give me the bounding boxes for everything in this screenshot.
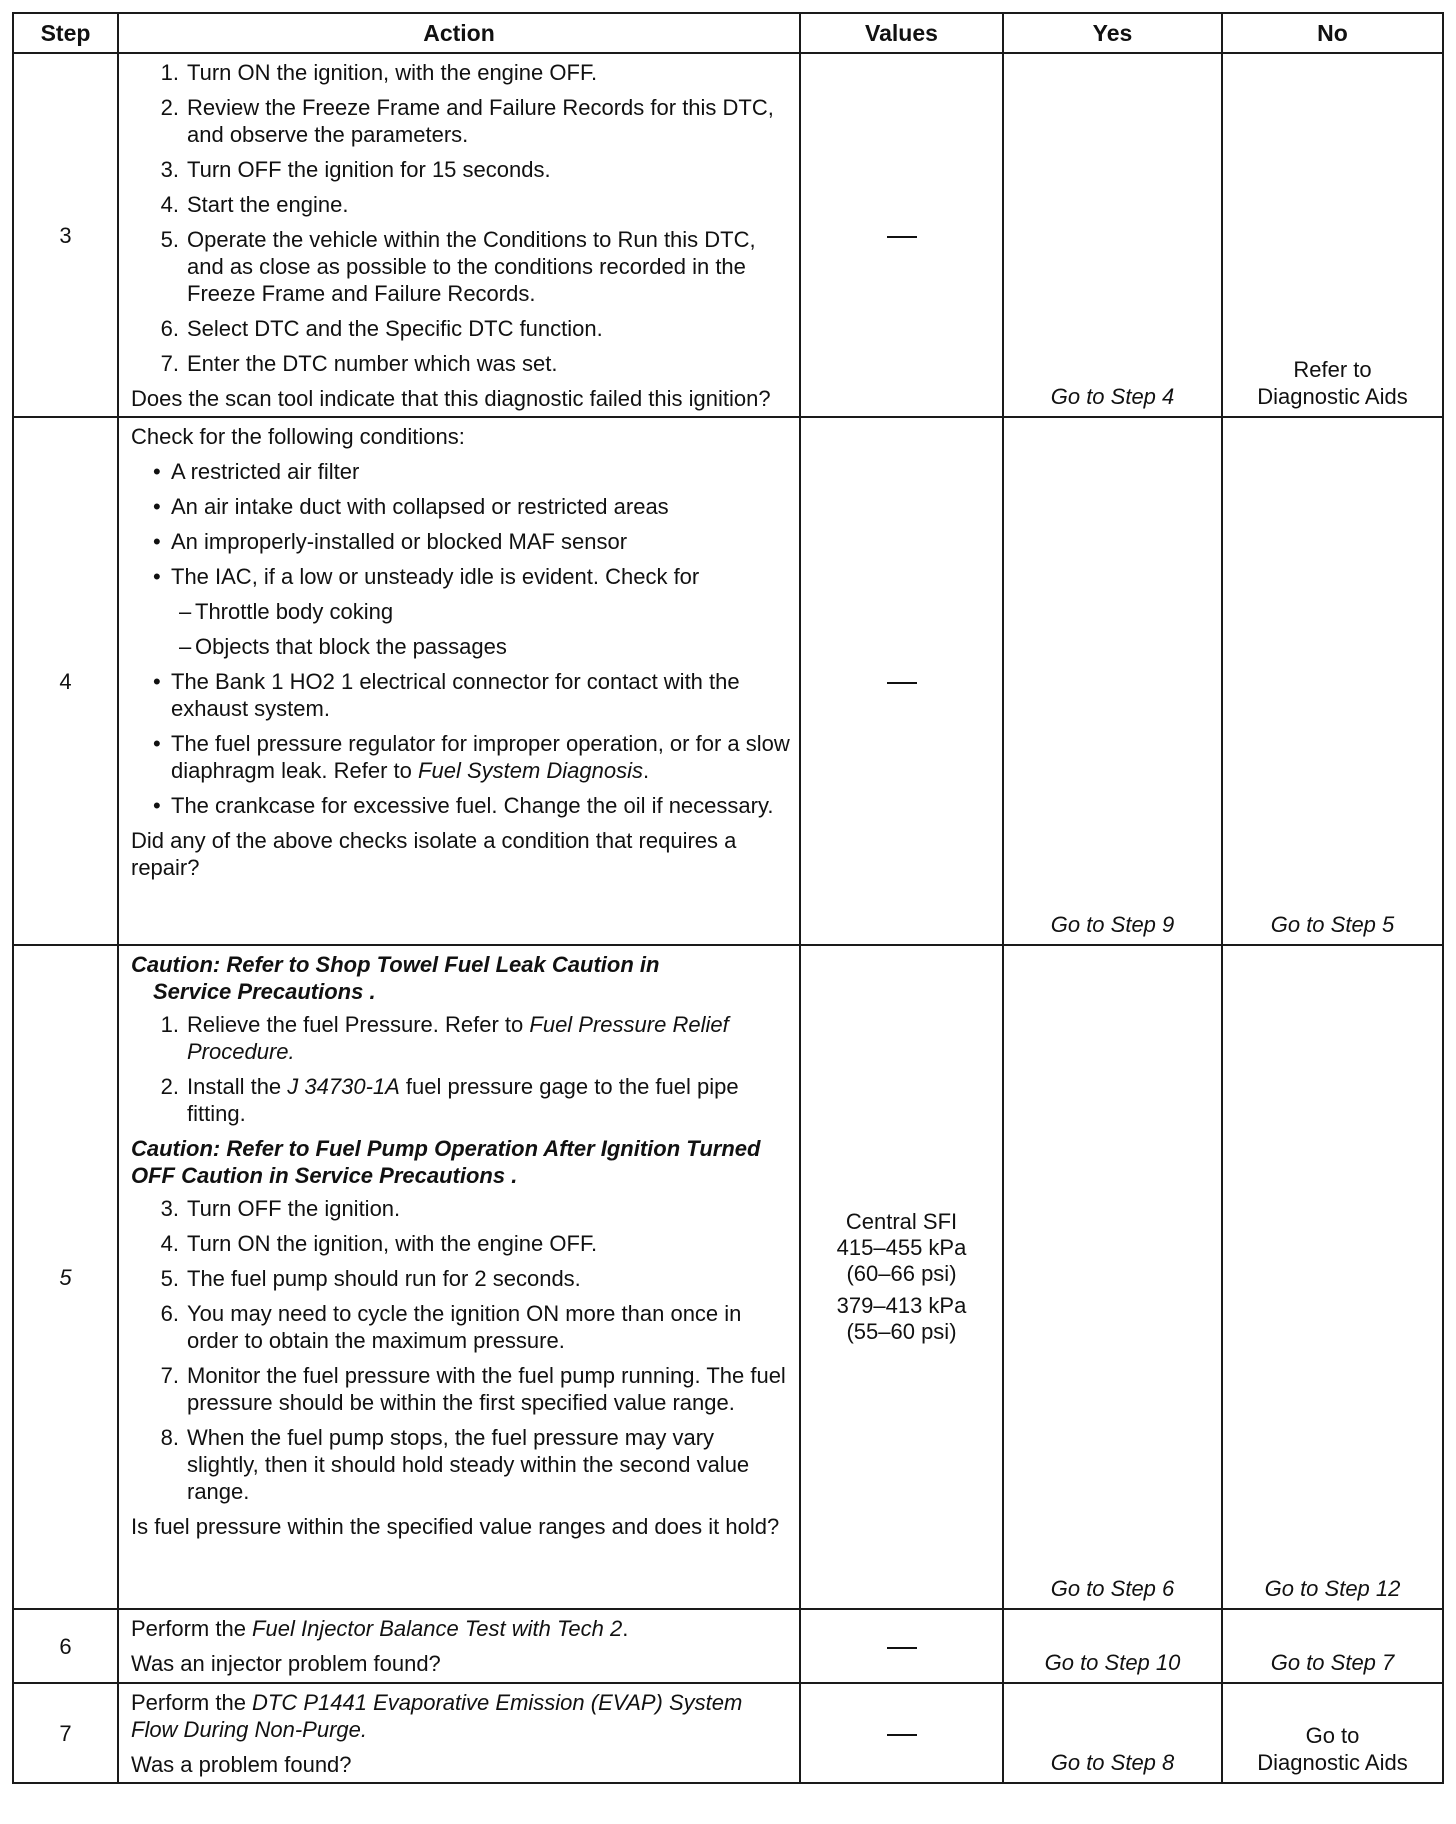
header-action: Action	[118, 13, 800, 53]
action-cell	[118, 1609, 800, 1683]
list-item: 5. Operate the vehicle within the Conditions to Run this DTC, and as close as possible to the conditions recorded in the Freeze Frame and Failure Records.	[160, 227, 756, 306]
list-item: 3. Turn OFF the ignition for 15 seconds.	[160, 157, 551, 182]
no-cell	[1222, 53, 1443, 417]
list-item: 2. Install the J 34730-1A fuel pressure gage to the fuel pipe fitting.	[160, 1074, 739, 1126]
list-item: 8. When the fuel pump stops, the fuel pressure may vary slightly, then it should hold steady within the second value range.	[160, 1425, 750, 1504]
list-item: 6. Select DTC and the Specific DTC function.	[160, 316, 603, 341]
sub-list-item: – Throttle body coking	[179, 599, 394, 624]
header-yes: Yes	[1003, 13, 1222, 53]
list-item: 1. Turn ON the ignition, with the engine OFF.	[160, 60, 598, 85]
step-number: 6	[13, 1609, 118, 1683]
no-line-2: Diagnostic Aids	[1257, 1750, 1408, 1775]
list-item: • The crankcase for excessive fuel. Change the oil if necessary.	[153, 793, 774, 818]
question: Does the scan tool indicate that this diagnostic failed this ignition?	[131, 386, 771, 411]
no-cell	[1222, 417, 1443, 945]
action-cell	[118, 1683, 800, 1783]
question: Was an injector problem found?	[131, 1651, 441, 1676]
value-range-2-psi: (55–60 psi)	[846, 1319, 957, 1344]
header-values: Values	[800, 13, 1003, 53]
dash	[887, 236, 917, 238]
action-cell	[118, 945, 800, 1609]
list-item: 2. Review the Freeze Frame and Failure Records for this DTC, and observe the parameters.	[160, 95, 774, 147]
yes-cell	[1003, 53, 1222, 417]
yes-goto: Go to Step 8	[1050, 1750, 1175, 1775]
no-goto: Go to Step 5	[1270, 912, 1395, 937]
list-item: 4. Start the engine.	[160, 192, 349, 217]
values-cell	[800, 417, 1003, 945]
yes-goto: Go to Step 9	[1050, 912, 1175, 937]
yes-cell	[1003, 1609, 1222, 1683]
list-item: 4. Turn ON the ignition, with the engine OFF.	[160, 1231, 598, 1256]
step-number: 4	[13, 417, 118, 945]
yes-cell	[1003, 417, 1222, 945]
yes-goto: Go to Step 6	[1050, 1576, 1175, 1601]
caution-note: Caution: Refer to Shop Towel Fuel Leak Caution in Service Precautions .	[131, 952, 660, 1004]
value-range-1: 415–455 kPa	[836, 1235, 967, 1260]
values-cell	[800, 945, 1003, 1609]
yes-cell	[1003, 945, 1222, 1609]
question: Was a problem found?	[131, 1752, 352, 1777]
table-row-step-7	[13, 1683, 1443, 1783]
list-item: • The fuel pressure regulator for improper operation, or for a slow diaphragm leak. Refer to Fuel System Diagnosis.	[153, 731, 790, 783]
action-text: Perform the Fuel Injector Balance Test with Tech 2.	[131, 1616, 629, 1641]
no-line-2: Diagnostic Aids	[1257, 384, 1408, 409]
value-range-2: 379–413 kPa	[836, 1293, 967, 1318]
dash	[887, 1647, 917, 1649]
intro-text: Check for the following conditions:	[131, 424, 465, 449]
yes-cell	[1003, 1683, 1222, 1783]
no-line-1: Go to	[1305, 1723, 1360, 1748]
action-text: Perform the DTC P1441 Evaporative Emission (EVAP) System Flow During Non-Purge.	[131, 1690, 743, 1742]
list-item: 6. You may need to cycle the ignition ON more than once in order to obtain the maximum pressure.	[160, 1301, 742, 1353]
list-item: • The IAC, if a low or unsteady idle is evident. Check for	[153, 564, 700, 589]
no-cell	[1222, 945, 1443, 1609]
no-goto: Go to Step 12	[1264, 1576, 1401, 1601]
no-goto: Go to Step 7	[1270, 1650, 1395, 1675]
list-item: 1. Relieve the fuel Pressure. Refer to Fuel Pressure Relief Procedure.	[160, 1012, 729, 1064]
caution-note: Caution: Refer to Fuel Pump Operation After Ignition Turned OFF Caution in Service Precautions .	[131, 1136, 761, 1188]
value-range-1-psi: (60–66 psi)	[846, 1261, 957, 1286]
yes-goto: Go to Step 10	[1044, 1650, 1181, 1675]
values-cell	[800, 1609, 1003, 1683]
list-item: 3. Turn OFF the ignition.	[160, 1196, 401, 1221]
diagnostic-table	[12, 12, 1444, 1784]
action-cell	[118, 53, 800, 417]
action-cell	[118, 417, 800, 945]
table-row-step-6	[13, 1609, 1443, 1683]
table-row-step-3	[13, 53, 1443, 417]
step-number: 7	[13, 1683, 118, 1783]
list-item: • A restricted air filter	[153, 459, 360, 484]
dash	[887, 682, 917, 684]
question: Is fuel pressure within the specified value ranges and does it hold?	[131, 1514, 780, 1539]
question: Did any of the above checks isolate a condition that requires a repair?	[131, 828, 737, 880]
table-row-step-4	[13, 417, 1443, 945]
values-cell	[800, 53, 1003, 417]
sub-list-item: – Objects that block the passages	[179, 634, 507, 659]
list-item: 7. Monitor the fuel pressure with the fuel pump running. The fuel pressure should be within the first specified value range.	[160, 1363, 786, 1415]
dash	[887, 1734, 917, 1736]
no-cell	[1222, 1683, 1443, 1783]
header-row	[13, 13, 1443, 53]
list-item: • An improperly-installed or blocked MAF sensor	[153, 529, 628, 554]
no-line-1: Refer to	[1293, 357, 1372, 382]
yes-goto: Go to Step 4	[1050, 384, 1175, 409]
step-number: 3	[13, 53, 118, 417]
list-item: 5. The fuel pump should run for 2 seconds.	[160, 1266, 581, 1291]
header-step: Step	[13, 13, 118, 53]
no-cell	[1222, 1609, 1443, 1683]
value-label: Central SFI	[845, 1209, 958, 1234]
values-cell	[800, 1683, 1003, 1783]
step-number: 5	[13, 945, 118, 1609]
list-item: • An air intake duct with collapsed or restricted areas	[153, 494, 669, 519]
table-row-step-5	[13, 945, 1443, 1609]
list-item: 7. Enter the DTC number which was set.	[160, 351, 558, 376]
list-item: • The Bank 1 HO2 1 electrical connector for contact with the exhaust system.	[153, 669, 740, 721]
header-no: No	[1222, 13, 1443, 53]
